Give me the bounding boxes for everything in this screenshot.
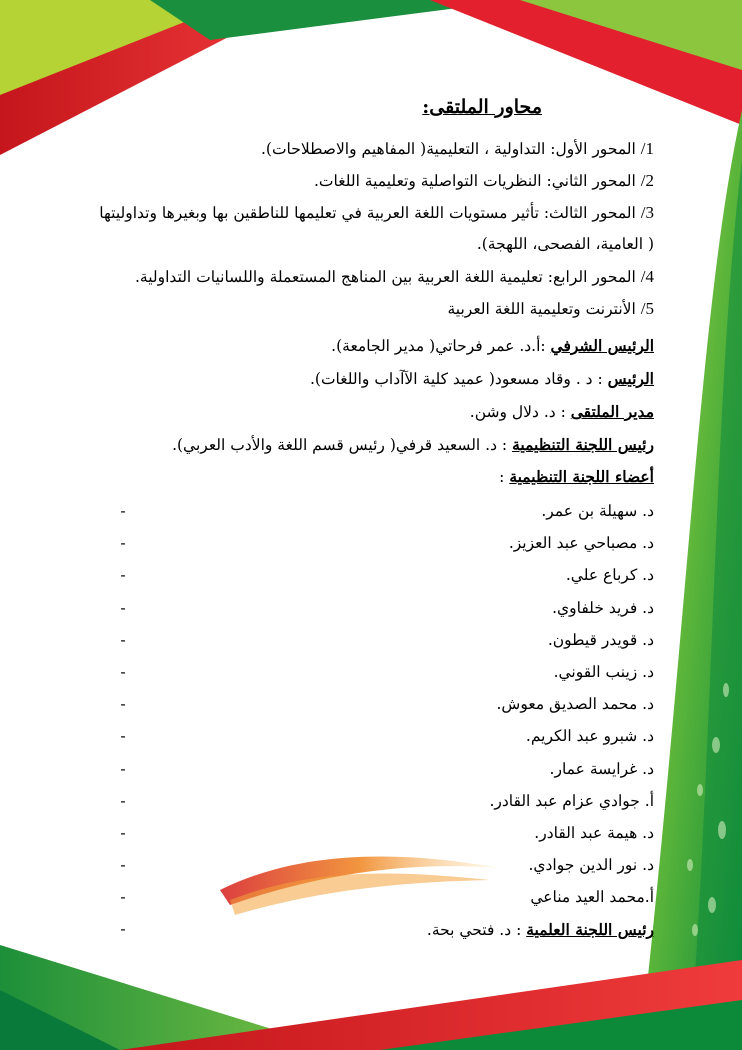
role-label: الرئيس: [607, 369, 654, 388]
role-label: رئيس اللجنة التنظيمية: [512, 435, 654, 454]
axis-text: المحور الثالث: تأثير مستويات اللغة العربية في تعليمها للناطقين بها وبغيرها وتداوليتها: [99, 204, 636, 222]
role-value: : د . وقاد مسعود( عميد كلية الآآداب واللغات).: [309, 370, 608, 388]
role-label: أعضاء اللجنة التنظيمية: [509, 467, 654, 486]
axis-text: الأنترنت وتعليمية اللغة العربية: [447, 300, 636, 318]
bullet-dash: -: [120, 662, 126, 681]
member-name: د. محمد الصديق معوش.: [496, 695, 654, 714]
scientific-line: [427, 920, 654, 939]
axis-number: 2/: [640, 171, 654, 190]
bullet-dash: -: [120, 791, 126, 810]
list-item: [116, 663, 676, 695]
member-name: د. فريد خلفاوي.: [552, 598, 654, 617]
role-label: رئيس اللجنة العلمية: [526, 920, 654, 940]
conference-director: [470, 402, 654, 421]
list-item: [116, 631, 676, 663]
list-item: [116, 760, 676, 792]
member-name: أ.محمد العيد مناعي: [530, 888, 654, 907]
bullet-dash: -: [120, 695, 126, 714]
role-value: : د. دلال وشن.: [469, 403, 571, 421]
role-label: مدير الملتقى: [570, 402, 654, 421]
member-name: د. زينب القوني.: [553, 662, 654, 681]
axis-1: [261, 139, 654, 159]
member-name: د. هيمة عبد القادر.: [534, 823, 654, 842]
bullet-dash: -: [120, 856, 126, 875]
bullet-dash: -: [120, 727, 126, 746]
member-name: د. كرباع علي.: [565, 566, 654, 585]
member-name: د. مصباحي عبد العزيز.: [508, 534, 654, 553]
role-label: الرئيس الشرفي: [550, 336, 654, 355]
axis-text: المحور الثاني: النظريات التواصلية وتعليمية اللغات.: [314, 172, 636, 190]
axis-4: [135, 267, 654, 287]
axis-text: ( العامية، الفصحى، اللهجة).: [476, 235, 654, 253]
axis-text: المحور الأول: التداولية ، التعليمية( المفاهيم والاصطلاحات).: [260, 140, 636, 158]
bullet-dash: -: [120, 502, 126, 520]
honorary-president: [331, 336, 654, 355]
list-item: [116, 566, 676, 598]
list-item: [116, 502, 676, 534]
member-name: د. سهيلة بن عمر.: [541, 502, 654, 520]
list-item: [116, 727, 676, 759]
president: [310, 369, 654, 388]
axis-5: [447, 299, 654, 319]
bullet-dash: -: [120, 630, 126, 649]
bullet-dash: -: [120, 920, 126, 939]
scientific-committee-head: [116, 920, 676, 952]
role-value: : د. فتحي بحة.: [426, 921, 527, 940]
list-item: [116, 695, 676, 727]
bullet-dash: -: [120, 598, 126, 617]
axis-2: [314, 171, 654, 191]
role-value: : د. السعيد قرفي( رئيس قسم اللغة والأدب العربي).: [172, 436, 513, 454]
page-heading: محاور الملتقى:: [422, 96, 542, 118]
list-item: [116, 888, 676, 920]
organizing-committee-title: [499, 467, 654, 486]
axis-number: 4/: [640, 267, 654, 286]
bullet-dash: -: [120, 534, 126, 553]
member-name: د. نور الدين جوادي.: [528, 856, 654, 875]
bullet-dash: -: [120, 759, 126, 778]
bullet-dash: -: [120, 823, 126, 842]
list-item: [116, 792, 676, 824]
axis-number: 5/: [640, 299, 654, 318]
role-value: :: [499, 468, 510, 486]
axis-number: 1/: [640, 139, 654, 158]
member-name: د. غرايسة عمار.: [549, 759, 654, 778]
organizing-committee-head: [172, 435, 654, 454]
axis-3: [99, 203, 654, 223]
bullet-dash: -: [120, 566, 126, 585]
member-name: د. قويدر قيطون.: [547, 630, 654, 649]
list-item: [116, 599, 676, 631]
list-item: [116, 856, 676, 888]
member-name: د. شبرو عبد الكريم.: [525, 727, 654, 746]
axis-number: 3/: [640, 203, 654, 222]
members-list: [116, 502, 676, 953]
bullet-dash: -: [120, 888, 126, 907]
axis-text: المحور الرابع: تعليمية اللغة العربية بين المناهج المستعملة واللسانيات التداولية.: [134, 268, 636, 286]
role-value: :أ.د. عمر فرحاتي( مدير الجامعة).: [331, 337, 551, 355]
list-item: [116, 824, 676, 856]
axis-3-continuation: [477, 235, 654, 253]
list-item: [116, 534, 676, 566]
member-name: أ. جوادي عزام عبد القادر.: [489, 791, 654, 810]
